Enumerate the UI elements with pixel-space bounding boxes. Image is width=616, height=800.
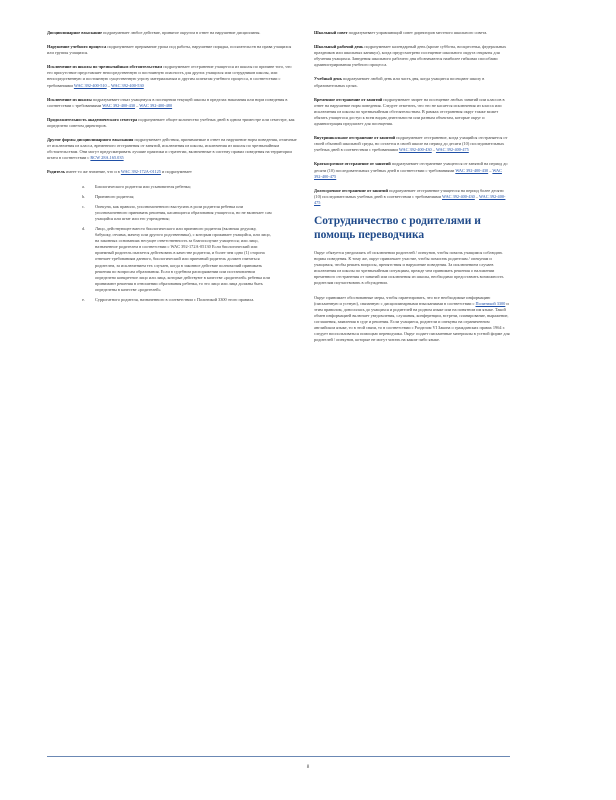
list-marker: b. (82, 193, 86, 199)
list-item (82, 194, 272, 200)
definition-term: Школьный рабочий день (314, 44, 364, 50)
list-item-tail: Если биологический или приемный родитель пытается действовать в качестве родителя, и более чем одно (1) сторона отвечает требованиям данного, биологический или приемный родитель должен считаться родителем, за исключением тех случаев, когда в законное действие полномочий принимать решения по вопросам образования. Если в судебном распоряжении или постановлении определено конкретное лицо или лица, которые действуют в качестве «родителей» ребенка или принимают решения в отношении образования ребенка, то это лицо или лица должны быть определены в качестве «родителей» (95, 244, 270, 292)
definition-term: Школьный совет (314, 30, 348, 35)
list-marker: e. (82, 297, 85, 302)
right-column (314, 30, 510, 351)
definition-text: подразумевает любое действие, принятое округом в ответ на нарушение дисциплины. (103, 30, 261, 35)
definition-term: Исключение из школы (47, 96, 92, 102)
reference-link[interactable]: RCW 28A.165.035 (90, 155, 124, 161)
list-marker: a. (82, 183, 85, 189)
paragraph-text: Округ принимает обоснованные меры, чтобы гарантировать, что все необходимые информацию (письменную и устную), связанную с дисциплинарными взысканиями в соответствии с (314, 294, 491, 306)
list-text (95, 226, 272, 293)
definition-text: подразумевает отстранение учащегося от занятий на период до десяти (10) последовательных учебных дней в соответствии с требованиями (314, 161, 508, 173)
definition-text: подразумевает отстранение, когда учащийся отстраняется от своей обычной школьной среды, но остается в своей школе на период до десяти (10) последовательных учебных дней в соответствии с требованиями (314, 135, 508, 153)
reference-link[interactable]: WAC 392-400-510 (73, 82, 107, 88)
footer-rule (47, 756, 510, 757)
reference-link[interactable]: WAC 392-400-530 (110, 82, 144, 88)
reference-link[interactable]: WAC 392-172A-05130 (170, 244, 211, 250)
definition-tail: и подразумевает (162, 169, 192, 175)
definition-paragraph (314, 30, 510, 36)
paragraph-text: Округ обязуется уведомлять об исключении родителей / опекунов, чтобы помочь учащимся соблюдать нормы поведения. К тому же, округ привлекает участие, чтобы помогать родителям / опекунам и учащимся, чтобы решать вопросы, препятствия и нарушение поведения. За исключением случаев исключения из школы по чрезвычайным ситуациям, прежде чем принимать решения о наложении временного отстранения от занятий или исключения из школы, необходимо предоставить возможность родителям поучаствовать в обсуждении. (314, 249, 504, 286)
reference-link[interactable]: WAC 392-172A-01125 (120, 169, 161, 175)
list-marker: d. (82, 225, 86, 231)
definition-term: Учебный день (314, 76, 342, 82)
left-column (47, 30, 297, 307)
definition-paragraph (47, 30, 297, 36)
list-text (95, 297, 272, 303)
definition-term: Долгосрочное отстранение от занятий (314, 187, 389, 193)
list-text (95, 204, 272, 222)
definition-term: Продолжительность академического семестра (47, 116, 138, 122)
list-marker: c. (82, 203, 85, 209)
list-item-text: Лицо, действующее вместо биологического или приемного родителя (включая дедушку, бабушку, отчима, мачеху или другого родственника), с которым проживает учащийся, или лицо, на законных основаниях несущее ответственность за благополучие учащегося; или лицо, назначенное родителем в соответствии с (95, 225, 271, 250)
list-item-text: Опекуна, как правило, уполномоченного выступать в роли родителя ребенка или уполномоченного принимать решения, касающиеся образования учащегося, но не включает сам учащийся или штат или его учреждения; (95, 203, 272, 221)
definition-text: подразумевает запрет на посещение любых занятий или классов в ответ на нарушение норм поведения. Следует отметить, что это не касается исключения из класса или исключения из школы по чрезвычайным обстоятельствам. В рамках отстранения округ также может обязать учащегося доступ к всем видам деятельности или разным объектам, которые округ и администрация предлагает для посещения. (314, 96, 505, 127)
reference-link[interactable]: WAC 392-400-480 (139, 102, 173, 108)
definition-term: Нарушение учебного процесса (47, 44, 107, 50)
definition-term: Исключение из школы по чрезвычайным обстоятельствам (47, 64, 163, 70)
section-paragraph (314, 250, 510, 287)
parent-definition-list (82, 184, 272, 304)
definition-paragraph: Внутришкольное отстранение от занятий подразумевает отстранение, когда учащийся отстраняется от своей обычной школьной среды, но остается в своей школе на период до десяти (10) последовательных учебных дней в соответствии с требованиями WAC 392-400-430 – WAC 392-400-475 (314, 135, 508, 153)
definition-text: имеет то же значение, что и в (65, 169, 120, 175)
list-item-text: Биологического родителя или усыновителя ребенка; (95, 183, 191, 189)
list-item-text: Суррогатного родителя, назначенного в соответствии с (95, 297, 196, 302)
reference-link[interactable]: WAC 392-400-430 (102, 102, 136, 108)
definition-term: Внутришкольное отстранение от занятий (314, 135, 396, 141)
definition-paragraph (314, 97, 510, 127)
definition-paragraph: Долгосрочное отстранение от занятий подразумевает отстранение учащегося на период более десяти (10) последовательных учебных дней в соответствии с требованиями WAC 392-400-430 – WAC 392-400-475 (314, 187, 506, 205)
list-text (95, 194, 272, 200)
definition-text: подразумевает действия, принимаемые в ответ на нарушение норм поведения, отличные от исключения из класса, временного отстранения от занятий, исключения из школы, исключения из школы по чрезвычайным обстоятельствам. Они могут предусматривать лучшие практики и стратегии, включенные в систему правил поведения на территории штата в соответствии с (47, 137, 297, 161)
reference-link[interactable]: WAC 392-400-430 (398, 147, 432, 153)
definition-paragraph: Краткосрочное отстранение от занятий подразумевает отстранение учащегося от занятий на период до десяти (10) последовательных учебных дней в соответствии с требованиями WAC 392-400-430 – WAC 392-400-475 (314, 161, 508, 179)
section-paragraph (314, 295, 510, 344)
definition-paragraph (47, 44, 297, 56)
definition-term: Дисциплинарное взыскание (47, 30, 102, 35)
definition-text: подразумевает отстранение учащегося на период более десяти (10) последовательных учебных дней в соответствии с требованиями (314, 187, 504, 199)
reference-link[interactable]: WAC 392-400-475 (314, 167, 502, 179)
reference-link[interactable]: WAC 392-400-475 (314, 193, 506, 205)
definition-term: Временное отстранение от занятий (314, 96, 383, 102)
list-item-text: Приемного родителя; (95, 193, 135, 199)
definition-text: подразумевает общее количество учебных дней в одном триместре или семестре, как определено советом директоров. (47, 116, 295, 128)
definition-paragraph: Исключение из школы подразумевает отказ учащемуся в посещении текущей школы в пределах наказания или норм поведения в соответствии с требованиями WAC 392-400-430 – WAC 392-400-480 (47, 96, 288, 108)
definition-text: подразумевает прерывание урока под работы, нарушение порядка, посягательств на права учащихся или группы учащихся. (47, 44, 292, 56)
list-item (82, 226, 272, 293)
definition-text: подразумевает отстранение учащегося из школы по причине того, что его присутствие представляет непосредственную и постоянную опасность для других учащихся или сотрудников школы, или непосредственную и постоянную существенную угрозу материальным и другим аспектам учебного процесса, в соответствии с требованиями (47, 64, 292, 88)
definition-paragraph (47, 137, 297, 161)
definition-paragraph (314, 44, 510, 68)
reference-link[interactable]: WAC 392-400-475 (435, 147, 469, 153)
definition-text: подразумевает управляющий совет директоров местного школьного совета. (348, 30, 488, 35)
definition-paragraph (47, 117, 297, 129)
reference-link[interactable]: Политикой 3300 (196, 297, 227, 302)
reference-link[interactable]: WAC 392-400-430 (441, 193, 475, 199)
paragraph-tail: и этим правилом, доносилась до учащихся и родителей на родном языке или на понятном им языке. Такой обмен информацией включает уведомления, слушания, конференции, встречи, планирование, выражение, соглашения, заявления в суде и решения. Если учащиеся, родители и опекуны на ограниченном английском языке, то в этой связи, то в соответствии с Разделом VI Закона о гражданских правах 1964 г. следует воспользоваться помощью переводчика. Округ подает письменные материалы в устной форме для родителей / опекунов, которые не могут читать на каком-либо языке. (314, 300, 510, 343)
definition-term: Родитель (47, 169, 65, 175)
reference-link[interactable]: WAC 392-400-430 (455, 167, 489, 173)
list-text (95, 184, 272, 190)
page-number: 8 (306, 765, 310, 770)
list-item (82, 184, 272, 190)
list-item (82, 297, 272, 303)
list-item-tail: этого правила. (227, 297, 255, 302)
definition-term: Краткосрочное отстранение от занятий (314, 161, 391, 167)
definition-text: подразумевает календарный день (кроме субботы, воскресенья, федеральных праздников или школьных каникул), когда предусмотрено посещение школьного округа открыты для обучения учащихся. Заведения школьного рабочего дня обозначаются наиболее гибкими способами администрирования учебного процесса. (314, 44, 507, 68)
definition-paragraph (47, 169, 297, 175)
reference-link[interactable]: Политикой 3300 (475, 300, 506, 306)
list-item (82, 204, 272, 222)
definition-paragraph: Исключение из школы по чрезвычайным обстоятельствам подразумевает отстранение учащегося из школы по причине того, что его присутствие представляет непосредственную и постоянную опасность для других учащихся или сотрудников школы, или непосредственную и постоянную существенную угрозу материальным и другим аспектам учебного процесса, в соответствии с требованиями WAC 392-400-510 – WAC 392-400-530 (47, 64, 292, 88)
definition-term: Другие формы дисциплинарного взыскания (47, 137, 134, 143)
section-heading: Сотрудничество с родителями и помощь переводчика (314, 214, 481, 241)
definition-paragraph (314, 76, 510, 88)
definition-text: подразумевает любой день или часть дня, когда учащиеся посещают школу в образовательных целях. (314, 76, 485, 88)
definition-text: подразумевает отказ учащемуся в посещении текущей школы в пределах наказания или норм поведения в соответствии с требованиями (47, 96, 288, 108)
